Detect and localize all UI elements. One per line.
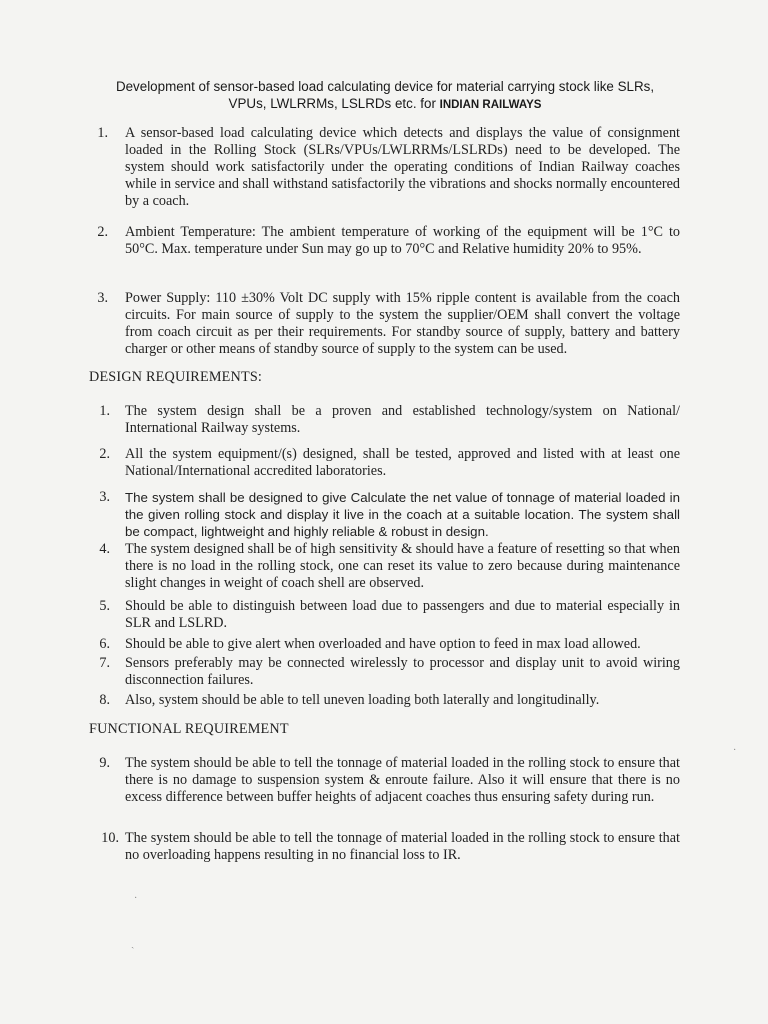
title-bold-text: INDIAN RAILWAYS (439, 99, 542, 111)
design-requirements-heading: DESIGN REQUIREMENTS: (89, 369, 263, 385)
item-number: 2. (99, 446, 110, 462)
item-text: Power Supply: 110 ±30% Volt DC supply with 15% ripple content is available from the coach circuits. For main source of supply to the system the supplier/OEM shall convert the voltage from coach circuit as per their requirements. For standby source of supply, battery and battery charger or other means of standby source of supply to the system can be used. (125, 290, 680, 357)
item-number: 3. (97, 290, 108, 306)
item-text: Sensors preferably may be connected wirelessly to processor and display unit to avoid wiring disconnection failures. (125, 655, 680, 688)
title-line-2-text: VPUs, LWLRRMs, LSLRDs etc. for (228, 96, 440, 111)
list-item (0, 290, 768, 360)
scan-speck: · (733, 745, 737, 756)
title-line-1: Development of sensor-based load calculating device for material carrying stock like SLRs, (115, 79, 655, 94)
item-number: 10. (101, 830, 119, 846)
item-text: The system design shall be a proven and established technology/system on National/ International Railway systems. (125, 403, 680, 436)
item-text: Also, system should be able to tell uneven loading both laterally and longitudinally. (125, 692, 600, 708)
item-number: 7. (99, 655, 110, 671)
scan-speck: · (134, 893, 138, 904)
functional-requirement-heading: FUNCTIONAL REQUIREMENT (89, 721, 289, 737)
item-number: 1. (97, 125, 108, 141)
item-text: A sensor-based load calculating device which detects and displays the value of consignment loaded in the Rolling Stock (SLRs/VPUs/LWLRRMs/LSLRDs) need to be developed. The system should work satisfactorily under the operating conditions of Indian Railway coaches while in service and shall withstand satisfactorily the vibrations and shocks normally encountered by a coach. (125, 125, 680, 209)
item-number: 4. (99, 541, 110, 557)
item-number: 2. (97, 224, 108, 240)
item-text: Ambient Temperature: The ambient temperature of working of the equipment will be 1°C to 50°C. Max. temperature under Sun may go up to 70°C and Relative humidity 20% to 95%. (125, 224, 680, 257)
list-item (0, 125, 768, 209)
item-number: 8. (99, 692, 110, 708)
scan-speck: ˏ (131, 938, 135, 949)
item-text: The system should be able to tell the tonnage of material loaded in the rolling stock to ensure that no overloading happens resulting in no financial loss to IR. (125, 830, 680, 863)
item-text: The system designed shall be of high sensitivity & should have a feature of resetting so that when there is no load in the rolling stock, one can reset its value to zero because during maintenance slight changes in weight of coach shell are observed. (125, 541, 680, 591)
item-number: 5. (99, 598, 110, 614)
item-number: 3. (99, 489, 110, 505)
item-text: The system should be able to tell the tonnage of material loaded in the rolling stock to ensure that there is no damage to suspension system & enroute failure. Also it will ensure that there is no excess difference between buffer heights of adjacent coaches thus ensuring safety during run. (125, 755, 680, 805)
item-number: 6. (99, 636, 110, 652)
title-line-2 (80, 95, 690, 114)
document-title (80, 78, 690, 114)
item-number: 9. (99, 755, 110, 771)
item-text: All the system equipment/(s) designed, shall be tested, approved and listed with at least one National/International accredited laboratories. (125, 446, 680, 479)
item-text: Should be able to distinguish between load due to passengers and due to material especially in SLR and LSLRD. (125, 598, 680, 631)
item-number: 1. (99, 403, 110, 419)
item-text: The system shall be designed to give Calculate the net value of tonnage of material loaded in the given rolling stock and display it live in the coach at a suitable location. The system shall be compact, lightweight and highly reliable & robust in design. (125, 490, 680, 539)
item-text: Should be able to give alert when overloaded and have option to feed in max load allowed. (125, 636, 641, 652)
list-item (0, 224, 768, 274)
